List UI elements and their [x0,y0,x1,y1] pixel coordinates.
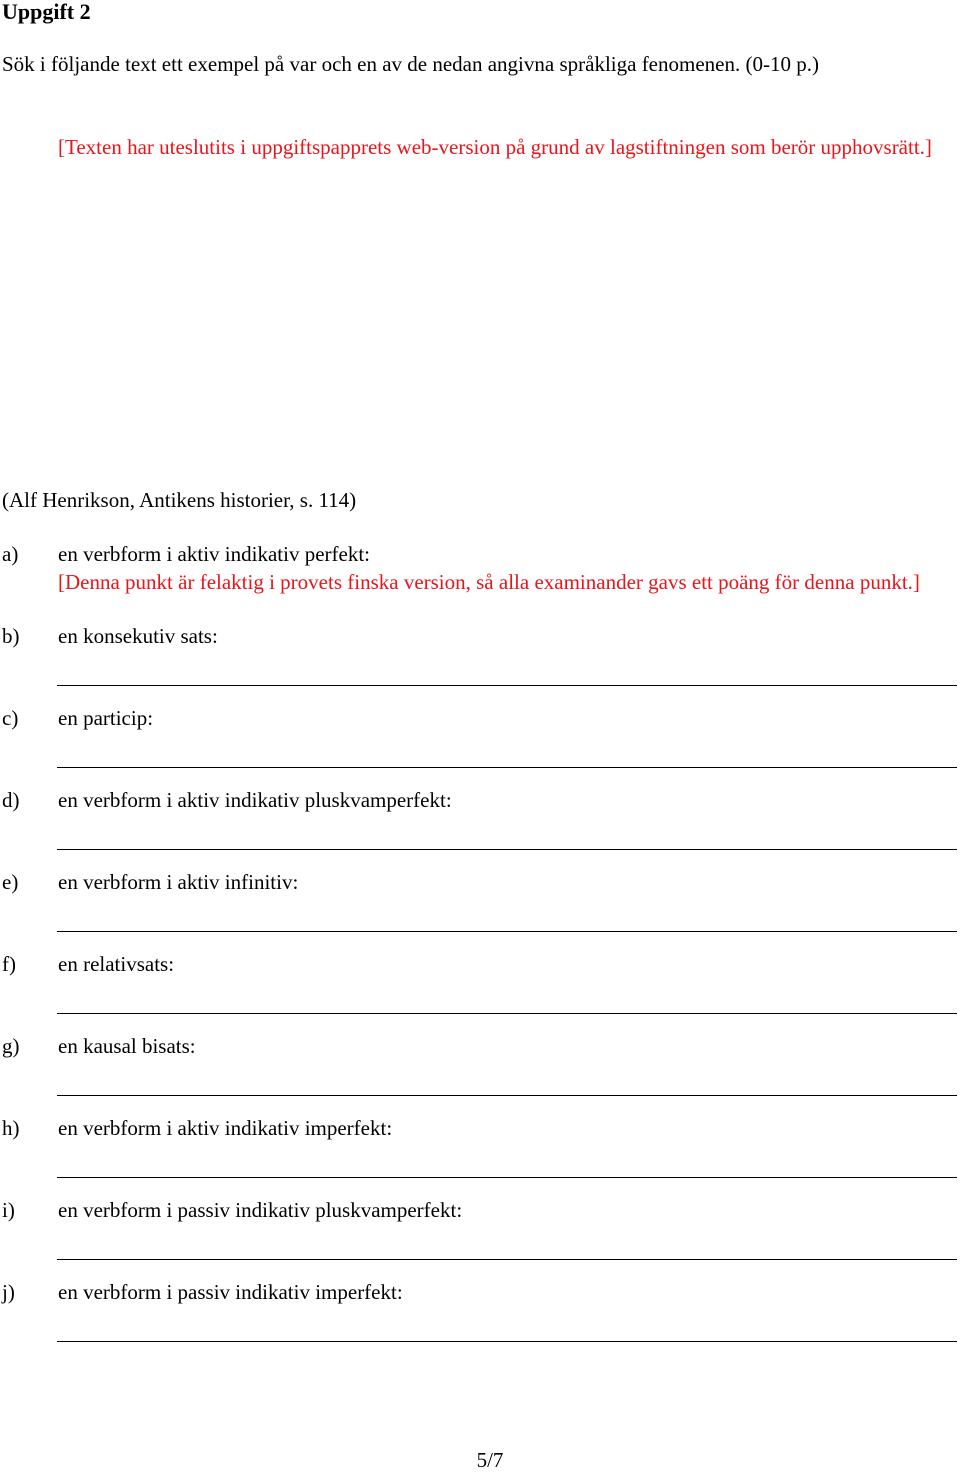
source-citation: (Alf Henrikson, Antikens historier, s. 114) [2,488,357,512]
item-letter: c) [2,706,19,730]
answer-line[interactable] [57,931,957,932]
page-number: 5/7 [476,1448,504,1472]
answer-line[interactable] [57,1259,957,1260]
item-letter: f) [2,952,16,976]
item-prompt: en kausal bisats: [58,1034,196,1058]
item-prompt: en verbform i aktiv indikativ imperfekt: [58,1116,393,1140]
item-prompt: en verbform i aktiv indikativ pluskvamperfekt: [58,788,452,812]
item-letter: g) [2,1034,20,1058]
task-instructions: Sök i följande text ett exempel på var och en av de nedan angivna språkliga fenomenen. (0-10 p.) [2,52,819,76]
item-letter: b) [2,624,20,648]
answer-line[interactable] [57,849,957,850]
item-prompt: en particip: [58,706,154,730]
task-title: Uppgift 2 [2,0,91,24]
answer-line[interactable] [57,1177,957,1178]
item-prompt: en verbform i aktiv indikativ perfekt: [58,542,370,566]
item-prompt: en verbform i passiv indikativ pluskvamperfekt: [58,1198,463,1222]
answer-line[interactable] [57,685,957,686]
item-prompt: en konsekutiv sats: [58,624,218,648]
item-prompt: en verbform i aktiv infinitiv: [58,870,299,894]
item-correction-note: [Denna punkt är felaktig i provets finska version, så alla examinander gavs ett poäng för denna punkt.] [58,570,920,594]
answer-line[interactable] [57,1013,957,1014]
omitted-text-notice: [Texten har uteslutits i uppgiftspapprets web-version på grund av lagstiftningen som berör upphovsrätt.] [58,135,932,159]
item-letter: e) [2,870,19,894]
answer-line[interactable] [57,1095,957,1096]
item-letter: h) [2,1116,20,1140]
item-prompt: en verbform i passiv indikativ imperfekt: [58,1280,403,1304]
item-letter: a) [2,542,19,566]
item-prompt: en relativsats: [58,952,175,976]
answer-line[interactable] [57,1341,957,1342]
answer-line[interactable] [57,767,957,768]
item-letter: d) [2,788,20,812]
item-letter: i) [2,1198,15,1222]
item-letter: j) [2,1280,15,1304]
